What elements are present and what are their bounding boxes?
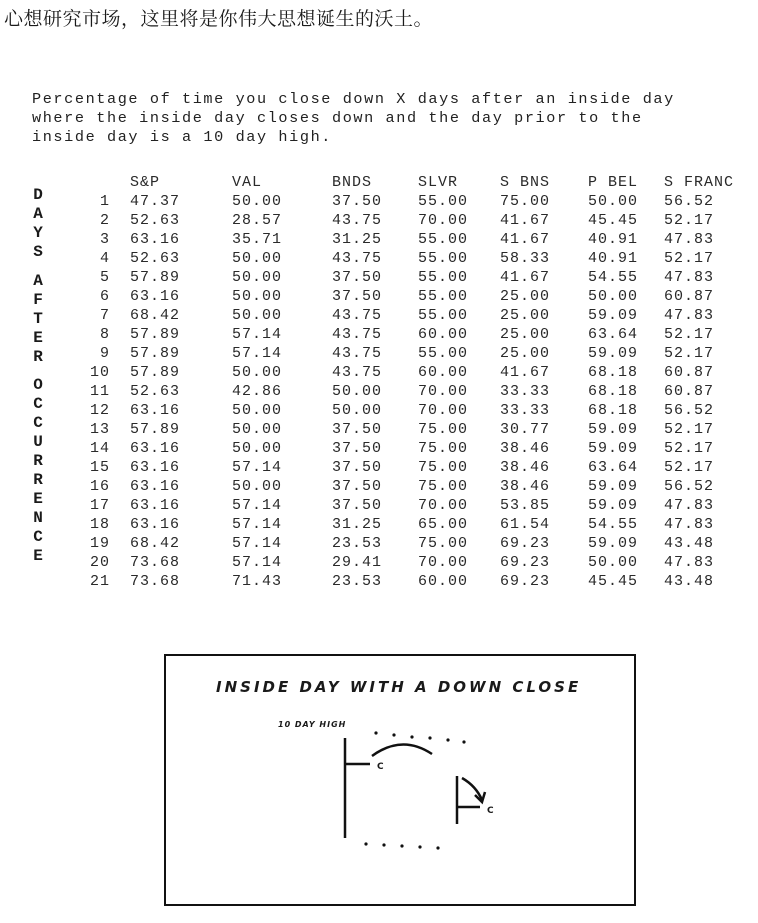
percentage-cell: 57.14: [232, 535, 283, 552]
day-number: 2: [99, 212, 110, 229]
percentage-cell: 54.55: [588, 269, 639, 286]
percentage-cell: 56.52: [664, 193, 715, 210]
percentage-cell: 43.48: [664, 535, 715, 552]
day-number: 13: [89, 421, 110, 438]
day-number: 9: [99, 345, 110, 362]
percentage-cell: 37.50: [332, 440, 383, 457]
percentage-cell: 60.00: [418, 326, 469, 343]
day-number: 4: [99, 250, 110, 267]
percentage-cell: 37.50: [332, 478, 383, 495]
side-letter: E: [33, 329, 43, 347]
percentage-cell: 59.09: [588, 421, 639, 438]
percentage-cell: 55.00: [418, 307, 469, 324]
column-header-bnds: BNDS: [332, 173, 373, 191]
percentage-cell: 43.75: [332, 326, 383, 343]
percentage-cell: 47.37: [130, 193, 181, 210]
percentage-cell: 37.50: [332, 193, 383, 210]
percentage-cell: 75.00: [418, 535, 469, 552]
day-number: 19: [89, 535, 110, 552]
percentage-cell: 52.17: [664, 250, 715, 267]
percentage-cell: 70.00: [418, 554, 469, 571]
prior-day-bar: [345, 738, 370, 838]
side-letter: R: [33, 348, 43, 366]
percentage-cell: 57.14: [232, 516, 283, 533]
percentage-cell: 37.50: [332, 288, 383, 305]
table-row: [70, 192, 754, 211]
percentage-cell: 30.77: [500, 421, 551, 438]
percentage-cell: 57.14: [232, 554, 283, 571]
percentage-cell: 69.23: [500, 535, 551, 552]
percentage-cell: 50.00: [232, 402, 283, 419]
percentage-cell: 40.91: [588, 250, 639, 267]
percentage-cell: 50.00: [232, 269, 283, 286]
percentage-cell: 63.16: [130, 440, 181, 457]
day-number: 16: [89, 478, 110, 495]
table-row: [70, 572, 754, 591]
percentage-cell: 70.00: [418, 497, 469, 514]
table-row: [70, 382, 754, 401]
percentage-cell: 45.45: [588, 212, 639, 229]
percentage-cell: 25.00: [500, 288, 551, 305]
day-column-header: [70, 172, 130, 192]
percentage-cell: 37.50: [332, 269, 383, 286]
percentage-cell: 55.00: [418, 193, 469, 210]
percentage-cell: 63.16: [130, 231, 181, 248]
percentage-cell: 57.89: [130, 421, 181, 438]
percentage-cell: 47.83: [664, 307, 715, 324]
table-row: [70, 363, 754, 382]
column-header-sp: S&P: [130, 173, 161, 191]
percentage-cell: 52.17: [664, 440, 715, 457]
page-header: 心想研究市场，这里将是你伟大思想诞生的沃土。: [4, 8, 434, 30]
percentage-cell: 59.09: [588, 478, 639, 495]
percentage-cell: 70.00: [418, 383, 469, 400]
percentage-cell: 50.00: [332, 402, 383, 419]
side-letter: C: [33, 528, 43, 546]
percentage-cell: 37.50: [332, 497, 383, 514]
percentage-cell: 63.64: [588, 326, 639, 343]
table-row: [70, 534, 754, 553]
percentage-cell: 57.14: [232, 459, 283, 476]
table-row: [70, 439, 754, 458]
percentage-cell: 56.52: [664, 478, 715, 495]
percentage-cell: 75.00: [418, 440, 469, 457]
percentage-cell: 70.00: [418, 212, 469, 229]
percentage-cell: 55.00: [418, 250, 469, 267]
percentage-cell: 60.87: [664, 288, 715, 305]
percentage-cell: 75.00: [418, 459, 469, 476]
percentage-cell: 52.17: [664, 459, 715, 476]
percentage-cell: 63.16: [130, 516, 181, 533]
percentage-cell: 41.67: [500, 364, 551, 381]
day-number: 6: [99, 288, 110, 305]
percentage-cell: 50.00: [232, 193, 283, 210]
percentage-cell: 43.75: [332, 345, 383, 362]
percentage-cell: 59.09: [588, 307, 639, 324]
side-letter: R: [33, 471, 43, 489]
column-header-val: VAL: [232, 173, 263, 191]
curved-arrow: [372, 744, 432, 756]
close-label-prior: C: [377, 762, 384, 772]
table-row: [70, 306, 754, 325]
percentage-cell: 75.00: [418, 421, 469, 438]
percentage-cell: 52.17: [664, 421, 715, 438]
column-header-s-bns: S BNS: [500, 173, 551, 191]
side-letter: C: [33, 395, 43, 413]
percentage-cell: 60.87: [664, 383, 715, 400]
ten-day-high-label: 10 DAY HIGH: [278, 720, 347, 729]
percentage-cell: 33.33: [500, 402, 551, 419]
percentage-cell: 60.87: [664, 364, 715, 381]
percentage-cell: 69.23: [500, 554, 551, 571]
side-letter: A: [33, 205, 43, 223]
percentage-cell: 50.00: [232, 250, 283, 267]
percentage-cell: 57.89: [130, 326, 181, 343]
intro-text: [32, 90, 675, 147]
day-number: 18: [89, 516, 110, 533]
percentage-cell: 50.00: [588, 554, 639, 571]
percentage-cell: 68.42: [130, 307, 181, 324]
percentage-cell: 52.63: [130, 383, 181, 400]
percentage-cell: 50.00: [232, 440, 283, 457]
percentage-cell: 47.83: [664, 516, 715, 533]
percentage-cell: 28.57: [232, 212, 283, 229]
table-row: [70, 401, 754, 420]
percentage-cell: 57.89: [130, 345, 181, 362]
day-number: 17: [89, 497, 110, 514]
percentage-cell: 25.00: [500, 345, 551, 362]
percentage-cell: 60.00: [418, 364, 469, 381]
percentage-cell: 63.16: [130, 459, 181, 476]
table-row: [70, 515, 754, 534]
side-letter: T: [33, 310, 43, 328]
percentage-cell: 52.17: [664, 212, 715, 229]
percentage-cell: 57.89: [130, 269, 181, 286]
percentage-cell: 29.41: [332, 554, 383, 571]
percentage-cell: 50.00: [232, 421, 283, 438]
percentage-cell: 57.89: [130, 364, 181, 381]
column-header-slvr: SLVR: [418, 173, 459, 191]
percentage-cell: 73.68: [130, 573, 181, 590]
percentage-cell: 54.55: [588, 516, 639, 533]
percentage-cell: 41.67: [500, 269, 551, 286]
column-header-p-bel: P BEL: [588, 173, 639, 191]
price-bars-sketch: [166, 656, 634, 904]
percentage-cell: 60.00: [418, 573, 469, 590]
percentage-cell: 23.53: [332, 573, 383, 590]
day-number: 21: [89, 573, 110, 590]
percentage-cell: 52.17: [664, 326, 715, 343]
table-row: [70, 325, 754, 344]
percentage-cell: 63.16: [130, 402, 181, 419]
percentage-cell: 50.00: [232, 364, 283, 381]
table-row: [70, 344, 754, 363]
day-number: 14: [89, 440, 110, 457]
table-row: [70, 496, 754, 515]
table-header-row: [70, 172, 754, 192]
percentage-cell: 55.00: [418, 288, 469, 305]
percentage-cell: 68.42: [130, 535, 181, 552]
inside-day-diagram: [164, 654, 636, 906]
percentage-cell: 63.16: [130, 478, 181, 495]
percentage-cell: 52.63: [130, 212, 181, 229]
percentage-cell: 35.71: [232, 231, 283, 248]
side-letter: U: [33, 433, 43, 451]
percentage-cell: 69.23: [500, 573, 551, 590]
percentage-cell: 47.83: [664, 554, 715, 571]
day-number: 8: [99, 326, 110, 343]
day-number: 5: [99, 269, 110, 286]
side-letter: F: [33, 291, 43, 309]
percentage-cell: 25.00: [500, 326, 551, 343]
percentage-cell: 68.18: [588, 383, 639, 400]
side-letter: A: [33, 272, 43, 290]
percentage-cell: 41.67: [500, 212, 551, 229]
percentage-cell: 56.52: [664, 402, 715, 419]
percentage-cell: 42.86: [232, 383, 283, 400]
ten-day-high-dotted-line: [374, 731, 465, 743]
table-body: [70, 192, 754, 591]
table-row: [70, 211, 754, 230]
side-letter: C: [33, 414, 43, 432]
table-row: [70, 249, 754, 268]
percentage-cell: 50.00: [232, 307, 283, 324]
percentage-cell: 63.64: [588, 459, 639, 476]
table-row: [70, 287, 754, 306]
side-letter: E: [33, 490, 43, 508]
percentage-cell: 59.09: [588, 535, 639, 552]
day-number: 15: [89, 459, 110, 476]
percentage-cell: 38.46: [500, 440, 551, 457]
percentage-cell: 31.25: [332, 231, 383, 248]
table-row: [70, 230, 754, 249]
percentage-cell: 45.45: [588, 573, 639, 590]
percentage-cell: 43.75: [332, 364, 383, 381]
percentage-cell: 65.00: [418, 516, 469, 533]
percentage-cell: 63.16: [130, 497, 181, 514]
percentage-cell: 75.00: [418, 478, 469, 495]
percentage-cell: 55.00: [418, 269, 469, 286]
percentage-cell: 40.91: [588, 231, 639, 248]
side-letter: R: [33, 452, 43, 470]
percentage-cell: 43.48: [664, 573, 715, 590]
percentage-cell: 59.09: [588, 345, 639, 362]
percentage-cell: 53.85: [500, 497, 551, 514]
percentage-cell: 47.83: [664, 497, 715, 514]
table-row: [70, 477, 754, 496]
percentage-table: [70, 172, 754, 591]
side-letter: O: [33, 376, 43, 394]
intro-line: where the inside day closes down and the day prior to the: [32, 109, 643, 127]
side-letter: S: [33, 243, 43, 261]
percentage-cell: 33.33: [500, 383, 551, 400]
percentage-cell: 59.09: [588, 440, 639, 457]
percentage-cell: 52.17: [664, 345, 715, 362]
percentage-cell: 43.75: [332, 307, 383, 324]
percentage-cell: 68.18: [588, 402, 639, 419]
percentage-cell: 55.00: [418, 345, 469, 362]
day-number: 3: [99, 231, 110, 248]
percentage-cell: 70.00: [418, 402, 469, 419]
percentage-cell: 47.83: [664, 231, 715, 248]
percentage-cell: 37.50: [332, 459, 383, 476]
table-row: [70, 420, 754, 439]
side-letter: D: [33, 186, 43, 204]
percentage-cell: 57.14: [232, 326, 283, 343]
side-letter: E: [33, 547, 43, 565]
percentage-cell: 50.00: [232, 288, 283, 305]
percentage-cell: 47.83: [664, 269, 715, 286]
percentage-cell: 55.00: [418, 231, 469, 248]
percentage-cell: 50.00: [588, 288, 639, 305]
percentage-cell: 41.67: [500, 231, 551, 248]
percentage-cell: 43.75: [332, 212, 383, 229]
percentage-cell: 43.75: [332, 250, 383, 267]
percentage-cell: 50.00: [232, 478, 283, 495]
column-header-s-franc: S FRANC: [664, 173, 735, 191]
percentage-cell: 25.00: [500, 307, 551, 324]
percentage-cell: 50.00: [332, 383, 383, 400]
table-row: [70, 268, 754, 287]
percentage-cell: 61.54: [500, 516, 551, 533]
percentage-cell: 73.68: [130, 554, 181, 571]
side-letter: Y: [33, 224, 43, 242]
table-row: [70, 553, 754, 572]
side-letter: N: [33, 509, 43, 527]
day-number: 10: [89, 364, 110, 381]
percentage-cell: 75.00: [500, 193, 551, 210]
low-dotted-line: [364, 842, 439, 849]
down-arrow: [462, 778, 485, 802]
intro-line: inside day is a 10 day high.: [32, 128, 332, 146]
table-row: [70, 458, 754, 477]
percentage-cell: 37.50: [332, 421, 383, 438]
percentage-cell: 58.33: [500, 250, 551, 267]
percentage-cell: 23.53: [332, 535, 383, 552]
percentage-cell: 38.46: [500, 478, 551, 495]
diagram-title: INSIDE DAY WITH A DOWN CLOSE: [216, 678, 582, 696]
percentage-cell: 63.16: [130, 288, 181, 305]
percentage-cell: 71.43: [232, 573, 283, 590]
day-number: 12: [89, 402, 110, 419]
day-number: 20: [89, 554, 110, 571]
percentage-cell: 57.14: [232, 345, 283, 362]
close-label-inside: C: [487, 806, 494, 816]
day-number: 7: [99, 307, 110, 324]
intro-line: Percentage of time you close down X days after an inside day: [32, 90, 675, 108]
percentage-cell: 50.00: [588, 193, 639, 210]
day-number: 1: [99, 193, 110, 210]
percentage-cell: 57.14: [232, 497, 283, 514]
percentage-cell: 68.18: [588, 364, 639, 381]
percentage-cell: 59.09: [588, 497, 639, 514]
percentage-cell: 52.63: [130, 250, 181, 267]
percentage-cell: 38.46: [500, 459, 551, 476]
day-number: 11: [89, 383, 110, 400]
percentage-cell: 31.25: [332, 516, 383, 533]
